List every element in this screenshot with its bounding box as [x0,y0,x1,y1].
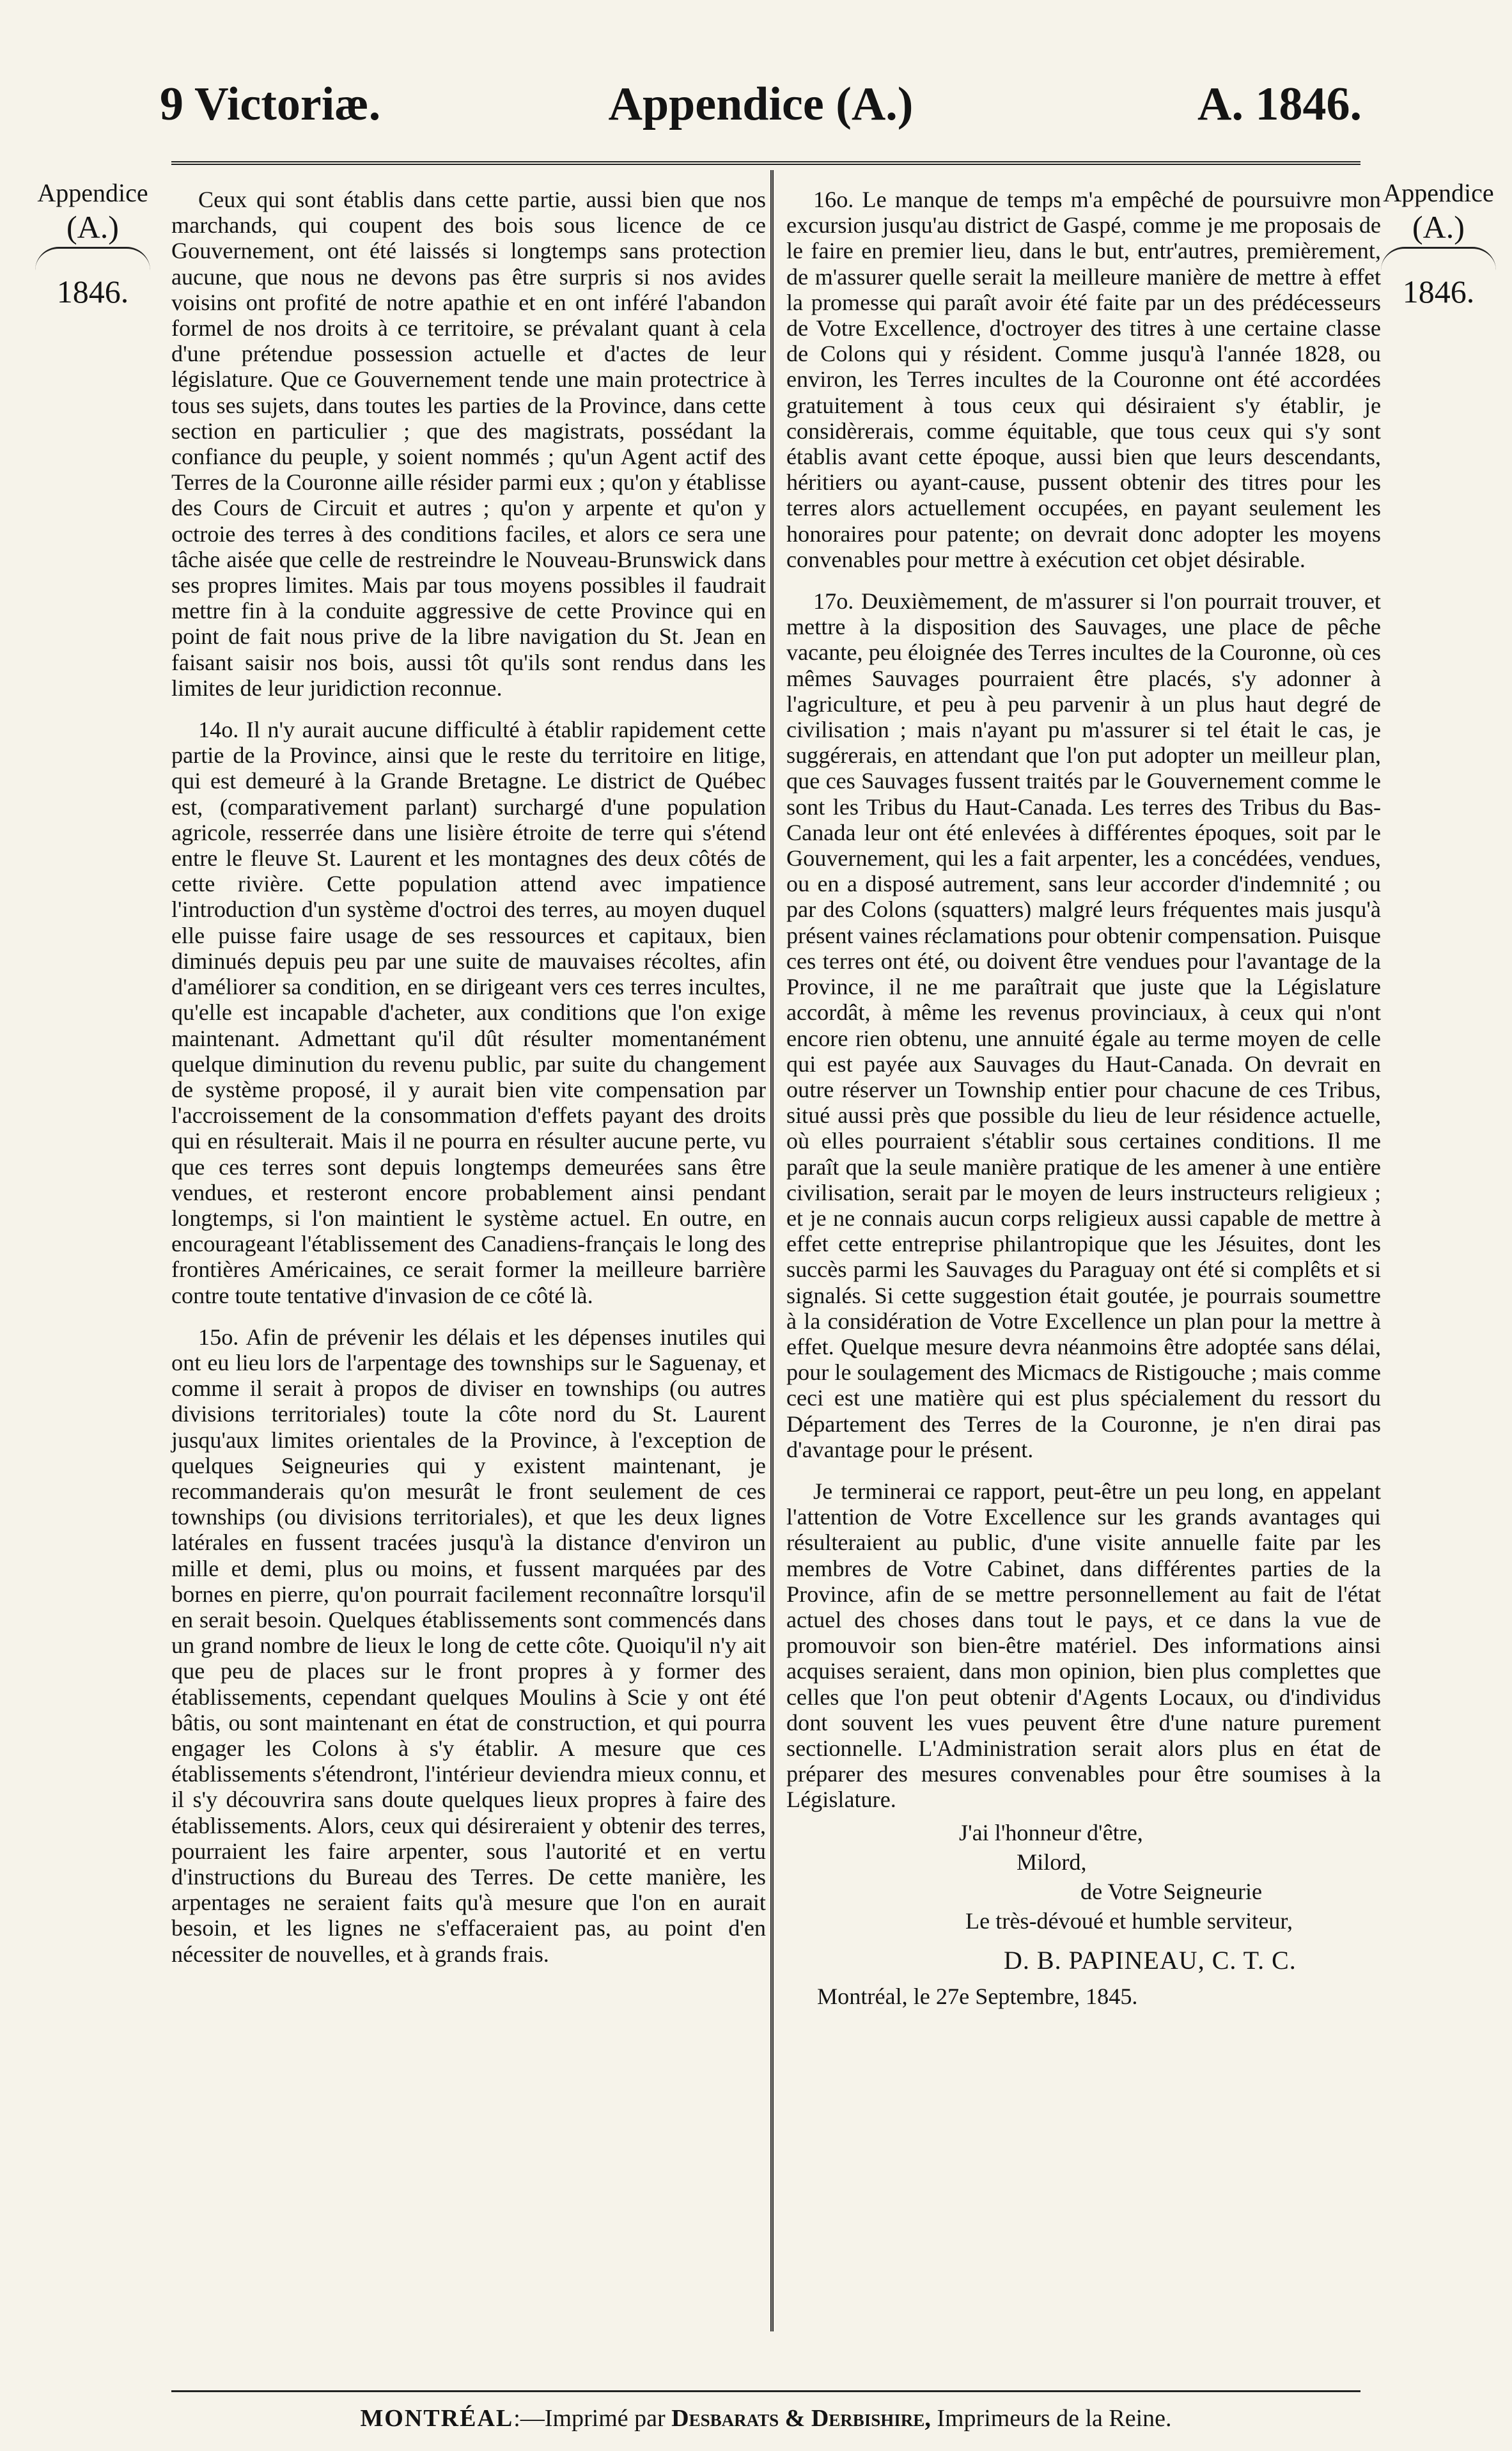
imprint-printers: Desbarats & Derbishire, [671,2405,931,2432]
closing-salutation: Milord, [1017,1849,1087,1875]
margin-note-code: (A.) [66,209,119,245]
imprint-title: Imprimeurs de la Reine. [937,2405,1172,2432]
paragraph-15: 15o. Afin de prévenir les délais et les dépenses inutiles qui ont eu lieu lors de l'arpentage des townships sur le Saguenay, et comme il serait à propos de diviser en townships (ou autres divisions territoriales) toute la côte nord du St. Laurent jusqu'aux limites orientales de la Province, à l'exception de quelques Seigneuries qui y existent maintenant, je recommanderais qu'on mesurât le front seulement de ces townships (ou divisions territoriales), et que les deux lignes latérales en fussent tracées jusqu'à la distance d'environ un mille et demi, plus ou moins, et fussent marquées par des bornes en pierre, qu'on pourrait facilement reconnaître lorsqu'il en serait besoin. Quelques établissements sont commencés dans un grand nombre de lieux le long de cette côte. Quoiqu'il n'y ait que peu de places sur le front propres à y former des établissements, cependant quelques Moulins à Scie y ont été bâtis, ou sont maintenant en état de construction, et qui pourra engager les Colons à s'y établir. A mesure que ces établissements s'étendront, l'intérieur deviendra mieux connu, et il s'y découvrira sans doute quelques lieux propres à faire des établissements. Alors, ceux qui désireraient y obtenir des terres, pourraient les faire arpenter, sous l'autorité et en vertu d'instructions du Bureau des Terres. De cette manière, les arpentages ne seraient faits qu'à mesure que l'on en aurait besoin, et les lignes ne s'effaceraient pas, au point d'en nécessiter de nouvelles, et à grands frais. [171,1324,766,1967]
header-appendix-title: Appendice (A.) [608,78,914,130]
margin-note-brace [1381,247,1496,270]
footer-rule [171,2390,1360,2392]
printer-imprint [171,2399,1360,2438]
paragraph-conclusion: Je terminerai ce rapport, peut-être un peu long, en appelant l'attention de Votre Excellence sur les grands avantages qui résulteraient au public, d'une visite annuelle faite par les membres de Votre Cabinet, dans différentes parties de la Province, afin de se mettre personnellement au fait de l'état actuel des choses dans tout le pays, et ce dans la vue de promouvoir son bien-être matériel. Des informations ainsi acquises seraient, dans mon opinion, bien plus complettes que celles que l'on peut obtenir d'Agents Locaux, ou d'individus dont souvent les vues peuvent être d'une nature purement sectionnelle. L'Administration serait alors plus en état de préparer des mesures convenables pour être soumises à la Législature. [786,1478,1381,1813]
page-header [160,69,1362,139]
letter-date: Montréal, le 27e Septembre, 1845. [817,1983,1138,2009]
margin-note-word: Appendice [1383,178,1494,207]
margin-note-word: Appendice [37,178,148,207]
closing-servant: Le très-dévoué et humble serviteur, [965,1907,1293,1934]
imprint-city: MONTRÉAL [360,2405,514,2432]
left-column [171,187,766,1967]
column-divider [770,170,774,2331]
paragraph-17: 17o. Deuxièmement, de m'assurer si l'on pourrait trouver, et mettre à la disposition des Sauvages, une place de pêche vacante, peu éloignée des Terres incultes de la Couronne, où ces mêmes Sauvages pourraient être placés, s'y adonner à l'agriculture, et peu à peu parvenir à un plus haut degré de civilisation ; mais n'ayant pu m'assurer si tel était le cas, je suggérerais, en attendant que l'on put adopter un meilleur plan, que ces Sauvages fussent traités par le Gouvernement comme le sont les Tribus du Haut-Canada. Les terres des Tribus du Bas-Canada leur ont été enlevées à différentes époques, soit par le Gouvernement, qui les a fait arpenter, les a concédées, vendues, ou en a disposé autrement, sans leur accorder d'indemnité ; ou par des Colons (squatters) malgré leurs fréquentes mais jusqu'à présent vaines réclamations pour obtenir compensation. Puisque ces terres ont été, ou doivent être vendues pour l'avantage de la Province, il ne me paraîtrait que juste que la Législature accordât, à même les revenus provinciaux, à ceux qui n'ont encore rien obtenu, une annuité égale au terme moyen de celle qui est payée aux Sauvages du Haut-Canada. On devrait en outre réserver un Township entier pour chacune de ces Tribus, situé aussi près que possible du lieu de leur résidence actuelle, où elles pourraient s'établir sous certaines conditions. Il me paraît que la seule manière pratique de les amener à une entière civilisation, serait par le moyen de leurs instructeurs religieux ; et je ne connais aucun corps religieux aussi capable de mettre à effet cette entreprise philantropique que les Jésuites, dont les succès parmi les Sauvages du Paraguay ont été si complêts et si signalés. Si cette suggestion était goutée, je pourrais soumettre à la considération de Votre Excellence un plan pour la mettre à effet. Quelque mesure devra néanmoins être adoptée sans délai, pour le soulagement des Micmacs de Ristigouche ; mais comme ceci est une matière qui est plus spécialement du ressort du Département des Terres de la Couronne, je n'en dirai pas d'avantage pour le présent. [786,588,1381,1462]
paragraph-14: 14o. Il n'y aurait aucune difficulté à établir rapidement cette partie de la Province, ainsi que le reste du territoire en litige, qui est demeuré à la Grande Bretagne. Le district de Québec est, (comparativement parlant) surchargé d'une population agricole, resserrée dans une lisière étroite de terre qui s'étend entre le fleuve St. Laurent et les montagnes des deux côtés de cette rivière. Cette population attend avec impatience l'introduction d'un système d'octroi des terres, au moyen duquel elle puisse faire usage de ses ressources et capitaux, bien diminués depuis peu par une suite de mauvaises récoltes, afin d'améliorer sa condition, en se dirigeant vers ces terres incultes, qu'elle est incapable d'acheter, aux conditions que l'on exige maintenant. Admettant qu'il dût résulter momentanément quelque diminution du revenu public, par suite du changement de système proposé, il y aurait bien vite compensation par l'accroissement de la consommation d'effets payant des droits qui en résulterait. Mais il ne pourra en résulter aucune perte, vu que ces terres sont depuis longtemps demeurées sans être vendues, et resteront encore probablement ainsi pendant longtemps, si l'on maintient le système actuel. En outre, en encourageant l'établissement des Canadiens-français le long des frontières Américaines, ce serait former la meilleure barrière contre toute tentative d'invasion de ce côté là. [171,717,766,1308]
header-year: A. 1846. [1197,78,1362,130]
closing-lordship: de Votre Seigneurie [1080,1878,1263,1904]
closing-honour: J'ai l'honneur d'être, [959,1819,1143,1845]
signature: D. B. PAPINEAU, C. T. C. [1004,1945,1297,1975]
imprint-printed-by: :—Imprimé par [513,2405,666,2432]
left-margin-note [29,178,157,310]
margin-note-year: 1846. [56,274,129,309]
header-regnal-year: 9 Victoriæ. [160,78,381,130]
margin-note-brace [35,247,150,270]
letter-closing [786,1818,1381,2011]
right-column [786,187,1381,2011]
header-rule [171,161,1360,165]
right-margin-note [1375,178,1502,310]
paragraph-16: 16o. Le manque de temps m'a empêché de poursuivre mon excursion jusqu'au district de Gaspé, comme je me proposais de le faire en premier lieu, dans le but, entr'autres, premièrement, de m'assurer quelle serait la meilleure manière de mettre à effet la promesse qui paraît avoir été faite par un des prédécesseurs de Votre Excellence, d'octroyer des titres à une certaine classe de Colons qui y résident. Comme jusqu'à l'année 1828, ou environ, les Terres incultes de la Couronne ont été accordées gratuitement à tous ceux qui désiraient s'y établir, je considèrerais, comme équitable, que tous ceux qui s'y sont établis avant cette époque, aussi bien que leurs descendants, héritiers ou ayant-cause, pussent obtenir des titres pour les terres alors actuellement occupées, en payant seulement les honoraires pour patente; on devrait donc adopter les moyens convenables pour mettre à exécution cet objet désirable. [786,187,1381,572]
margin-note-year: 1846. [1402,274,1475,309]
margin-note-code: (A.) [1412,209,1465,245]
paragraph-settlers: Ceux qui sont établis dans cette partie, aussi bien que nos marchands, qui coupent des bois sous licence de ce Gouvernement, ont été laissés si longtemps sans protection aucune, que nous ne devons pas être surpris si nos avides voisins ont profité de notre apathie et en ont inféré l'abandon formel de nos droits à ce territoire, se prévalant quant à cela d'une prétendue possession actuelle et d'actes de leur législature. Que ce Gouvernement tende une main protectrice à tous ses sujets, dans toutes les parties de la Province, dans cette section en particulier ; que des magistrats, possédant la confiance du peuple, y soient nommés ; qu'un Agent actif des Terres de la Couronne aille résider parmi eux ; qu'on y établisse des Cours de Circuit et autres ; qu'on y arpente et qu'on y octroie des terres à des conditions faciles, et alors ce sera une tâche aisée que celle de restreindre le Nouveau-Brunswick dans ses propres limites. Mais par tous moyens possibles il faudrait mettre fin à la conduite aggressive de cette Province qui en point de fait nous prive de la libre navigation du St. Jean en faisant saisir nos bois, aussi tôt qu'ils sont rendus dans les limites de leur juridiction reconnue. [171,187,766,701]
